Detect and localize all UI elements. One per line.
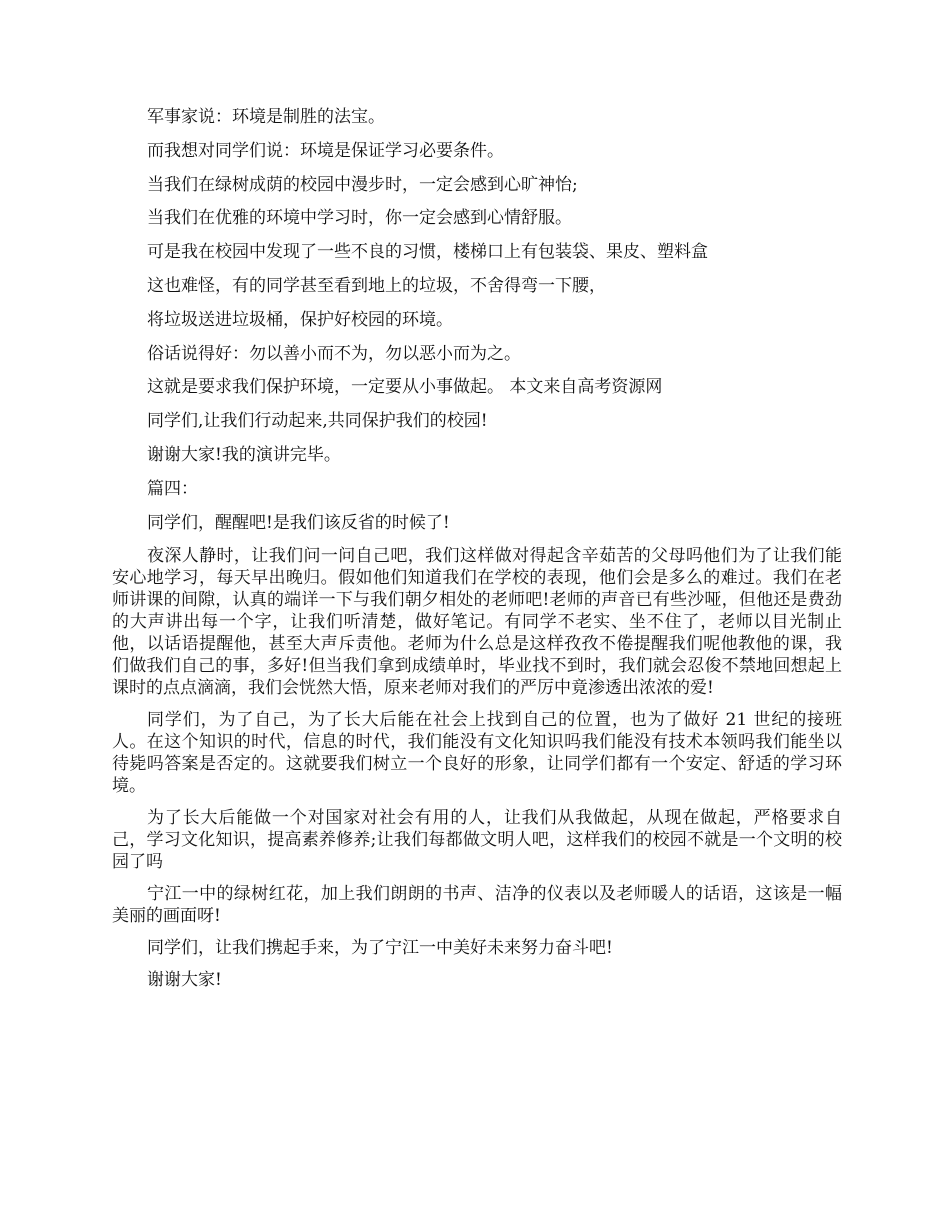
- paragraph: 谢谢大家!: [147, 970, 222, 991]
- paragraph: 为了长大后能做一个对国家对社会有用的人，让我们从我做起，从现在做起，严格要求自己，学习文化知识，提高素养修养;让我们每都做文明人吧，这样我们的校园不就是一个文明的校园了吗: [112, 808, 842, 873]
- text-line: 而我想对同学们说：环境是保证学习必要条件。: [147, 140, 504, 161]
- text-line: 可是我在校园中发现了一些不良的习惯，楼梯口上有包装袋、果皮、塑料盒: [147, 242, 708, 263]
- text-line: 同学们，醒醒吧!是我们该反省的时候了!: [147, 512, 450, 533]
- text-line: 当我们在绿树成荫的校园中漫步时，一定会感到心旷神怡;: [147, 174, 578, 195]
- paragraph: 同学们，为了自己，为了长大后能在社会上找到自己的位置，也为了做好 21 世纪的接班人。在这个知识的时代，信息的时代，我们能没有文化知识吗我们能没有技术本领吗我们能坐以待毙吗答案是否定的。这就要我们树立一个良好的形象，让同学们都有一个安定、舒适的学习环境。: [112, 710, 842, 797]
- text-line: 当我们在优雅的环境中学习时，你一定会感到心情舒服。: [147, 208, 572, 229]
- text-line: 这也难怪，有的同学甚至看到地上的垃圾，不舍得弯一下腰，: [147, 275, 606, 296]
- paragraph: 宁江一中的绿树红花，加上我们朗朗的书声、洁净的仪表以及老师暖人的话语，这该是一幅美丽的画面呀!: [112, 884, 842, 927]
- text-line: 这就是要求我们保护环境，一定要从小事做起。 本文来自高考资源网: [147, 377, 663, 398]
- text-line: 谢谢大家!我的演讲完毕。: [147, 444, 341, 465]
- text-line: 同学们,让我们行动起来,共同保护我们的校园!: [147, 411, 488, 432]
- text-line: 将垃圾送进垃圾桶，保护好校园的环境。: [147, 309, 453, 330]
- text-line: 军事家说：环境是制胜的法宝。: [147, 107, 385, 127]
- section-heading: 篇四：: [147, 478, 198, 499]
- paragraph: 夜深人静时，让我们问一问自己吧，我们这样做对得起含辛茹苦的父母吗他们为了让我们能安心地学习，每天早出晚归。假如他们知道我们在学校的表现，他们会是多么的难过。我们在老师讲课的间隙，认真的端详一下与我们朝夕相处的老师吧!老师的声音已有些沙哑，但他还是费劲的大声讲出每一个字，让我们听清楚，做好笔记。有同学不老实、坐不住了，老师以目光制止他，以话语提醒他，甚至大声斥责他。老师为什么总是这样孜孜不倦提醒我们呢他教他的课，我们做我们自己的事，多好!但当我们拿到成绩单时，毕业找不到时，我们就会忍俊不禁地回想起上课时的点点滴滴，我们会恍然大悟，原来老师对我们的严厉中竟渗透出浓浓的爱!: [112, 546, 842, 699]
- document-body: [112, 106, 842, 1001]
- paragraph: 同学们，让我们携起手来，为了宁江一中美好未来努力奋斗吧!: [147, 938, 613, 959]
- text-line: 俗话说得好：勿以善小而不为，勿以恶小而为之。: [147, 343, 521, 364]
